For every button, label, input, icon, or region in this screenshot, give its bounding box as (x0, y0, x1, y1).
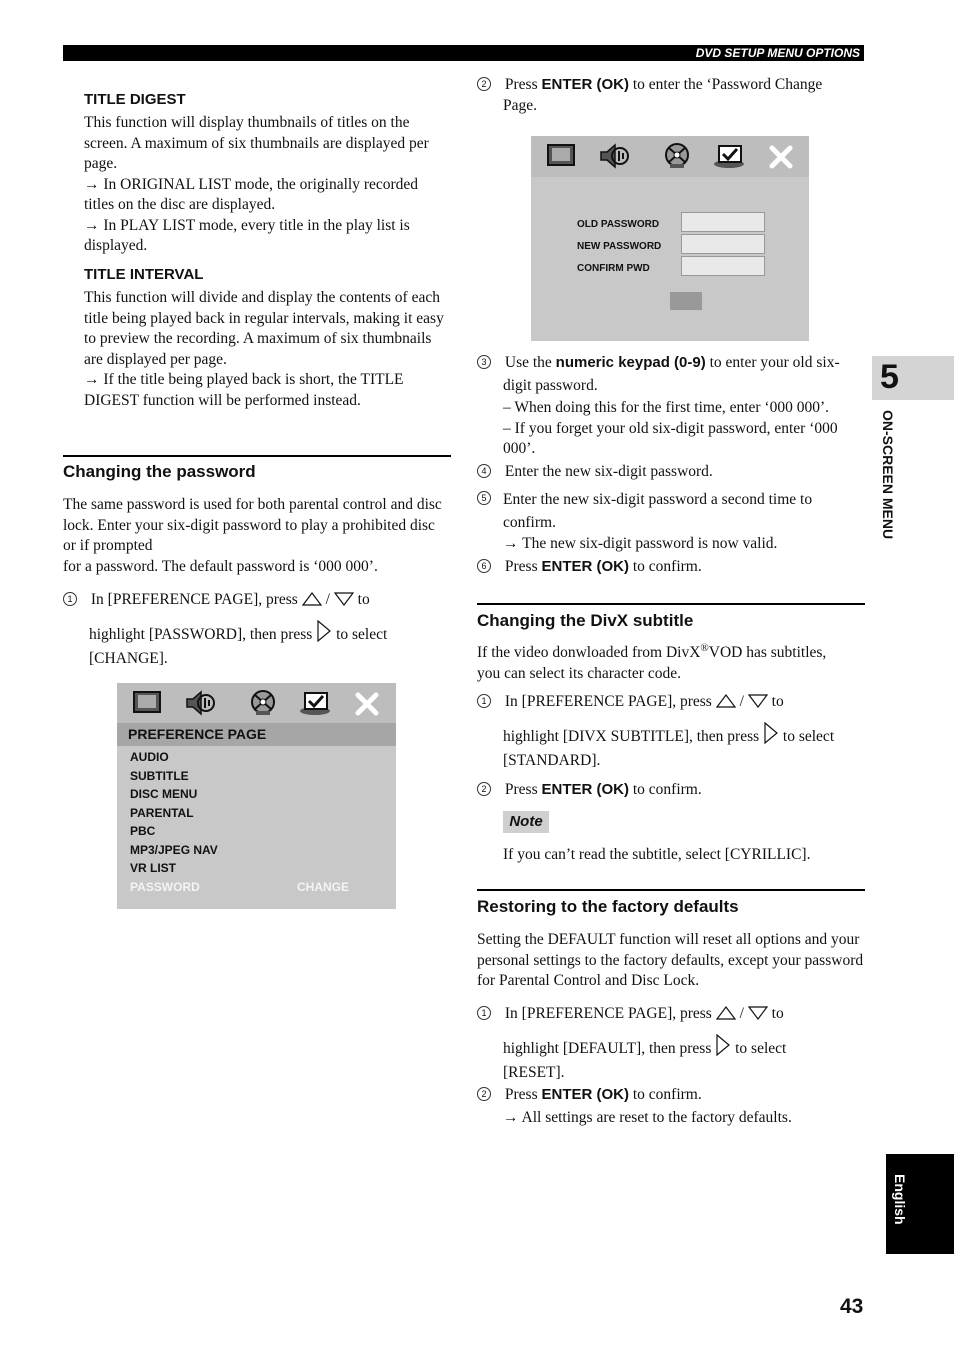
arrow-icon: → (84, 216, 104, 234)
enter-key: ENTER (OK) (541, 558, 629, 575)
menu-item-subtitle: SUBTITLE (130, 769, 189, 783)
confirm-password-label: CONFIRM PWD (577, 263, 650, 274)
note-text: If you can’t read the subtitle, select [CYRILLIC]. (503, 846, 811, 863)
old-password-label: OLD PASSWORD (577, 219, 660, 230)
ok-button[interactable] (670, 292, 702, 310)
preference-page-screen (117, 683, 396, 909)
menu-item-password: PASSWORD (130, 880, 200, 894)
password-p2: for a password. The default password is ‘000 000’. (63, 557, 378, 575)
step-number: 3 (477, 355, 491, 369)
menu-item-parental: PARENTAL (130, 806, 194, 820)
password-intro (63, 495, 451, 577)
disc-icon (663, 142, 693, 172)
tv-icon (133, 689, 163, 717)
arrow-icon: → (503, 535, 523, 552)
speaker-icon (599, 142, 631, 170)
down-arrow-icon (748, 693, 768, 709)
step-3-keypad: 3 Use the numeric keypad (0-9) to enter your old six- digit password. – When doing this for the first time, enter ‘000 000’. – If you forget your old six-digit password, enter ‘000 000’. (477, 353, 869, 460)
password-step-1: 1 In [PREFERENCE PAGE], press / to highlight [PASSWORD], then press to select [CHANGE]. (63, 590, 453, 670)
factory-step-2: 2 Press ENTER (OK) to confirm. → All settings are reset to the factory defaults. (477, 1085, 865, 1128)
disc-icon (249, 689, 279, 719)
title-digest-heading: TITLE DIGEST (84, 91, 186, 108)
menu-item-vr-list: VR LIST (130, 861, 177, 875)
arrow-icon: → (84, 175, 104, 193)
section-rule (477, 603, 865, 605)
down-arrow-icon (748, 1005, 768, 1021)
divx-step-1: 1 In [PREFERENCE PAGE], press / to highlight [DIVX SUBTITLE], then press to select [STANDARD]. (477, 692, 867, 772)
menu-icon-bar (531, 136, 809, 177)
step-6: 6 Press ENTER (OK) to confirm. (477, 557, 865, 578)
step-number: 1 (63, 592, 77, 606)
title-interval-p1: This function will divide and display the contents of each title being played back in regular intervals, making it easy to preview the recording. A maximum of six thumbnails are displayed per page. (84, 289, 444, 368)
step-number: 4 (477, 464, 491, 478)
up-arrow-icon (716, 693, 736, 709)
section-rule (63, 455, 451, 457)
step-2-enter: 2 Press ENTER (OK) to enter the ‘Password Change Page. (477, 75, 865, 116)
menu-item-mp3-jpeg-nav: MP3/JPEG NAV (130, 843, 218, 857)
running-header: DVD SETUP MENU OPTIONS (63, 45, 864, 61)
note-label: Note (503, 811, 549, 833)
old-password-field[interactable] (681, 212, 765, 232)
right-arrow-icon (715, 1034, 731, 1056)
close-icon (354, 691, 380, 717)
password-change-option: CHANGE (297, 880, 350, 894)
step-number: 5 (477, 491, 491, 505)
title-interval-body (84, 288, 450, 411)
up-arrow-icon (716, 1005, 736, 1021)
language-label: English (892, 1174, 908, 1225)
page-number: 43 (840, 1295, 864, 1318)
arrow-icon: → (503, 1108, 522, 1126)
keypad-key: numeric keypad (0-9) (555, 354, 706, 371)
factory-heading: Restoring to the factory defaults (477, 897, 739, 916)
factory-step-1: 1 In [PREFERENCE PAGE], press / to highlight [DEFAULT], then press to select [RESET]. (477, 1004, 867, 1084)
language-tab (886, 1154, 954, 1254)
note-forgot: – If you forget your old six-digit password, enter ‘000 000’. (503, 419, 838, 457)
password-change-screen (531, 136, 809, 341)
password-heading: Changing the password (63, 462, 256, 481)
divx-heading: Changing the DivX subtitle (477, 611, 694, 630)
step-4: 4 Enter the new six-digit password. (477, 462, 865, 483)
note-first-time: – When doing this for the first time, enter ‘000 000’. (503, 399, 830, 416)
check-icon (713, 142, 747, 172)
new-password-label: NEW PASSWORD (577, 241, 662, 252)
factory-result: → All settings are reset to the factory defaults. (503, 1108, 792, 1126)
title-interval-a1: → If the title being played back is short, the TITLE DIGEST function will be performed instead. (84, 371, 404, 409)
step-number: 1 (477, 1006, 491, 1020)
up-arrow-icon (302, 591, 322, 607)
right-arrow-icon (763, 722, 779, 744)
tv-icon (547, 142, 577, 170)
step-5: 5 Enter the new six-digit password a second time to confirm. → The new six-digit password is now valid. (477, 488, 865, 555)
divx-intro: If the video donwloaded from DivX®VOD has subtitles, you can select its character code. (477, 642, 827, 682)
section-label: ON-SCREEN MENU (880, 410, 896, 540)
step-5-result: → The new six-digit password is now valid. (503, 535, 778, 552)
step-number: 2 (477, 77, 491, 91)
chapter-number: 5 (880, 358, 899, 396)
speaker-icon (185, 689, 217, 717)
menu-item-disc-menu: DISC MENU (130, 787, 198, 801)
title-digest-p1: This function will display thumbnails of titles on the screen. A maximum of six thumbnails are displayed per page. (84, 114, 429, 172)
title-digest-body (84, 113, 450, 257)
preference-title: PREFERENCE PAGE (128, 726, 267, 742)
title-digest-a1: → In ORIGINAL LIST mode, the originally recorded titles on the disc are displayed. (84, 175, 419, 213)
check-icon (299, 689, 333, 719)
down-arrow-icon (334, 591, 354, 607)
menu-icon-bar (117, 683, 396, 723)
new-password-field[interactable] (681, 234, 765, 254)
step-number: 2 (477, 1087, 491, 1101)
factory-intro: Setting the DEFAULT function will reset all options and your personal settings to the factory defaults, except your password for Parental Control and Disc Lock. (477, 931, 864, 989)
right-arrow-icon (316, 620, 332, 642)
menu-item-pbc: PBC (130, 824, 156, 838)
title-interval-heading: TITLE INTERVAL (84, 266, 204, 283)
arrow-icon: → (84, 371, 104, 388)
preference-title-bar (117, 723, 396, 746)
step-number: 1 (477, 694, 491, 708)
confirm-password-field[interactable] (681, 256, 765, 276)
step-number: 2 (477, 782, 491, 796)
password-p1: The same password is used for both parental control and disc lock. Enter your six-digit password to play a prohibited disc or if prompted (63, 496, 442, 554)
menu-item-audio: AUDIO (130, 750, 169, 764)
enter-key: ENTER (OK) (541, 781, 629, 798)
step-number: 6 (477, 559, 491, 573)
title-digest-a2: → In PLAY LIST mode, every title in the play list is displayed. (84, 216, 410, 254)
close-icon (768, 144, 794, 170)
section-rule (477, 889, 865, 891)
enter-key: ENTER (OK) (541, 1086, 629, 1103)
chapter-tab (872, 356, 954, 400)
divx-step-2: 2 Press ENTER (OK) to confirm. (477, 780, 865, 801)
enter-key: ENTER (OK) (541, 76, 629, 93)
